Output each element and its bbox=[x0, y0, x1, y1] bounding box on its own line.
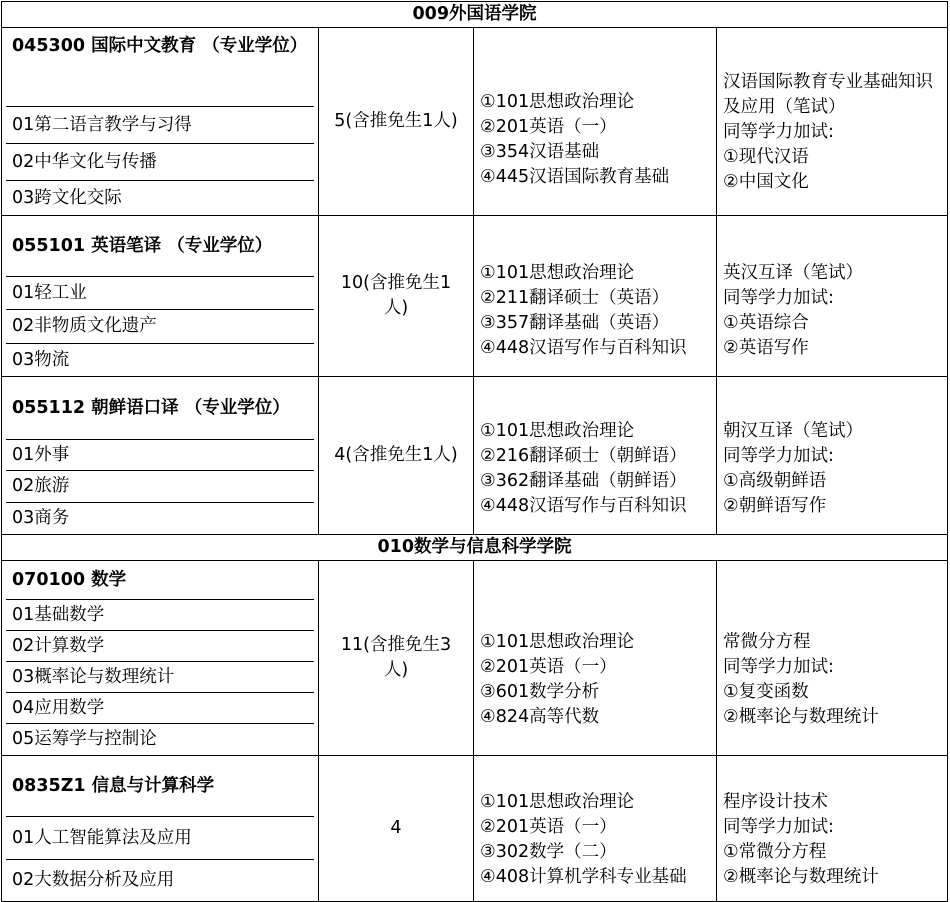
retest-item: ①英语综合 bbox=[723, 313, 809, 333]
direction-item: 02旅游 bbox=[6, 470, 314, 502]
retest-item: 同等学力加试: bbox=[723, 445, 834, 466]
direction-item: 02非物质文化遗产 bbox=[6, 309, 314, 343]
direction-item: 02大数据分析及应用 bbox=[6, 859, 314, 901]
direction-item: 01第二语言教学与习得 bbox=[6, 106, 314, 143]
retest-cell bbox=[717, 216, 948, 377]
direction-item: 01轻工业 bbox=[6, 276, 314, 309]
direction-item: 02中华文化与传播 bbox=[6, 143, 314, 180]
direction-item: 01基础数学 bbox=[6, 599, 314, 630]
retest-item: 同等学力加试: bbox=[723, 816, 834, 837]
retest-cell bbox=[717, 28, 948, 216]
exam-subjects-cell bbox=[474, 756, 717, 902]
subject-item: ④445汉语国际教育基础 bbox=[480, 166, 670, 187]
subject-item: ④448汉语写作与百科知识 bbox=[480, 495, 687, 516]
quota-cell: 4(含推免生1人) bbox=[319, 377, 474, 535]
major-title: 070100 数学 bbox=[12, 569, 127, 590]
direction-item: 03概率论与数理统计 bbox=[6, 661, 314, 692]
retest-item: ②概率论与数理统计 bbox=[723, 707, 879, 727]
retest-item: ①现代汉语 bbox=[723, 147, 809, 167]
subject-item: ④824高等代数 bbox=[480, 707, 600, 727]
retest-item: 同等学力加试: bbox=[723, 122, 834, 142]
direction-item: 01外事 bbox=[6, 439, 314, 470]
retest-item: ②概率论与数理统计 bbox=[723, 866, 879, 887]
retest-item: ①高级朝鲜语 bbox=[723, 470, 827, 491]
section-header-row bbox=[2, 2, 948, 28]
admissions-table bbox=[1, 1, 948, 902]
direction-item: 01人工智能算法及应用 bbox=[6, 816, 314, 859]
direction-item: 03跨文化交际 bbox=[6, 180, 314, 215]
subject-item: ②216翻译硕士（朝鲜语） bbox=[480, 445, 687, 466]
quota-cell: 11(含推免生3人) bbox=[319, 561, 474, 756]
direction-item: 03物流 bbox=[6, 343, 314, 376]
retest-item: 同等学力加试: bbox=[723, 657, 834, 677]
exam-subjects-cell bbox=[474, 561, 717, 756]
major-cell bbox=[2, 216, 319, 377]
retest-item: 英汉互译（笔试） bbox=[723, 263, 863, 283]
subject-item: ②201英语（一） bbox=[480, 116, 617, 137]
retest-item: ②朝鲜语写作 bbox=[723, 495, 827, 516]
program-row bbox=[2, 216, 948, 377]
program-row bbox=[2, 756, 948, 902]
subject-item: ④448汉语写作与百科知识 bbox=[480, 338, 687, 358]
retest-cell bbox=[717, 561, 948, 756]
major-cell bbox=[2, 756, 319, 902]
retest-cell bbox=[717, 756, 948, 902]
major-cell bbox=[2, 28, 319, 216]
section-title: 009外国语学院 bbox=[2, 2, 948, 28]
subject-item: ③354汉语基础 bbox=[480, 141, 600, 162]
subject-item: ④408计算机学科专业基础 bbox=[480, 866, 687, 887]
subject-item: ①101思想政治理论 bbox=[480, 791, 635, 812]
subject-item: ①101思想政治理论 bbox=[480, 91, 635, 112]
quota-cell: 4 bbox=[319, 756, 474, 902]
exam-subjects-cell bbox=[474, 28, 717, 216]
quota-cell: 10(含推免生1人) bbox=[319, 216, 474, 377]
retest-item: 朝汉互译（笔试） bbox=[723, 420, 863, 441]
subject-item: ③601数学分析 bbox=[480, 682, 600, 702]
quota-cell: 5(含推免生1人) bbox=[319, 28, 474, 216]
retest-cell bbox=[717, 377, 948, 535]
subject-item: ②201英语（一） bbox=[480, 657, 617, 677]
exam-subjects-cell bbox=[474, 216, 717, 377]
direction-item: 05运筹学与控制论 bbox=[6, 723, 314, 755]
program-row bbox=[2, 28, 948, 216]
direction-item: 03商务 bbox=[6, 502, 314, 534]
retest-item: 常微分方程 bbox=[723, 632, 811, 652]
subject-item: ②211翻译硕士（英语） bbox=[480, 288, 670, 308]
subject-item: ①101思想政治理论 bbox=[480, 263, 635, 283]
subject-item: ③302数学（二） bbox=[480, 841, 617, 862]
retest-item: ②英语写作 bbox=[723, 338, 809, 358]
retest-item: 程序设计技术 bbox=[723, 791, 828, 812]
section-title: 010数学与信息科学学院 bbox=[2, 535, 948, 561]
exam-subjects-cell bbox=[474, 377, 717, 535]
retest-item: 同等学力加试: bbox=[723, 288, 834, 308]
subject-item: ①101思想政治理论 bbox=[480, 632, 635, 652]
program-row bbox=[2, 561, 948, 756]
program-row bbox=[2, 377, 948, 535]
subject-item: ③357翻译基础（英语） bbox=[480, 313, 670, 333]
subject-item: ①101思想政治理论 bbox=[480, 420, 635, 441]
major-title: 055101 英语笔译 （专业学位） bbox=[12, 235, 273, 256]
retest-item: ②中国文化 bbox=[723, 172, 809, 192]
major-title: 0835Z1 信息与计算科学 bbox=[12, 775, 215, 796]
major-title: 055112 朝鲜语口译 （专业学位） bbox=[12, 397, 290, 418]
major-cell bbox=[2, 561, 319, 756]
retest-item: 汉语国际教育专业基础知识及应用（笔试） bbox=[723, 72, 933, 117]
section-header-row bbox=[2, 535, 948, 561]
retest-item: ①复变函数 bbox=[723, 682, 809, 702]
major-cell bbox=[2, 377, 319, 535]
major-title: 045300 国际中文教育 （专业学位） bbox=[12, 36, 308, 56]
subject-item: ③362翻译基础（朝鲜语） bbox=[480, 470, 687, 491]
subject-item: ②201英语（一） bbox=[480, 816, 617, 837]
direction-item: 04应用数学 bbox=[6, 692, 314, 723]
direction-item: 02计算数学 bbox=[6, 630, 314, 661]
retest-item: ①常微分方程 bbox=[723, 841, 827, 862]
